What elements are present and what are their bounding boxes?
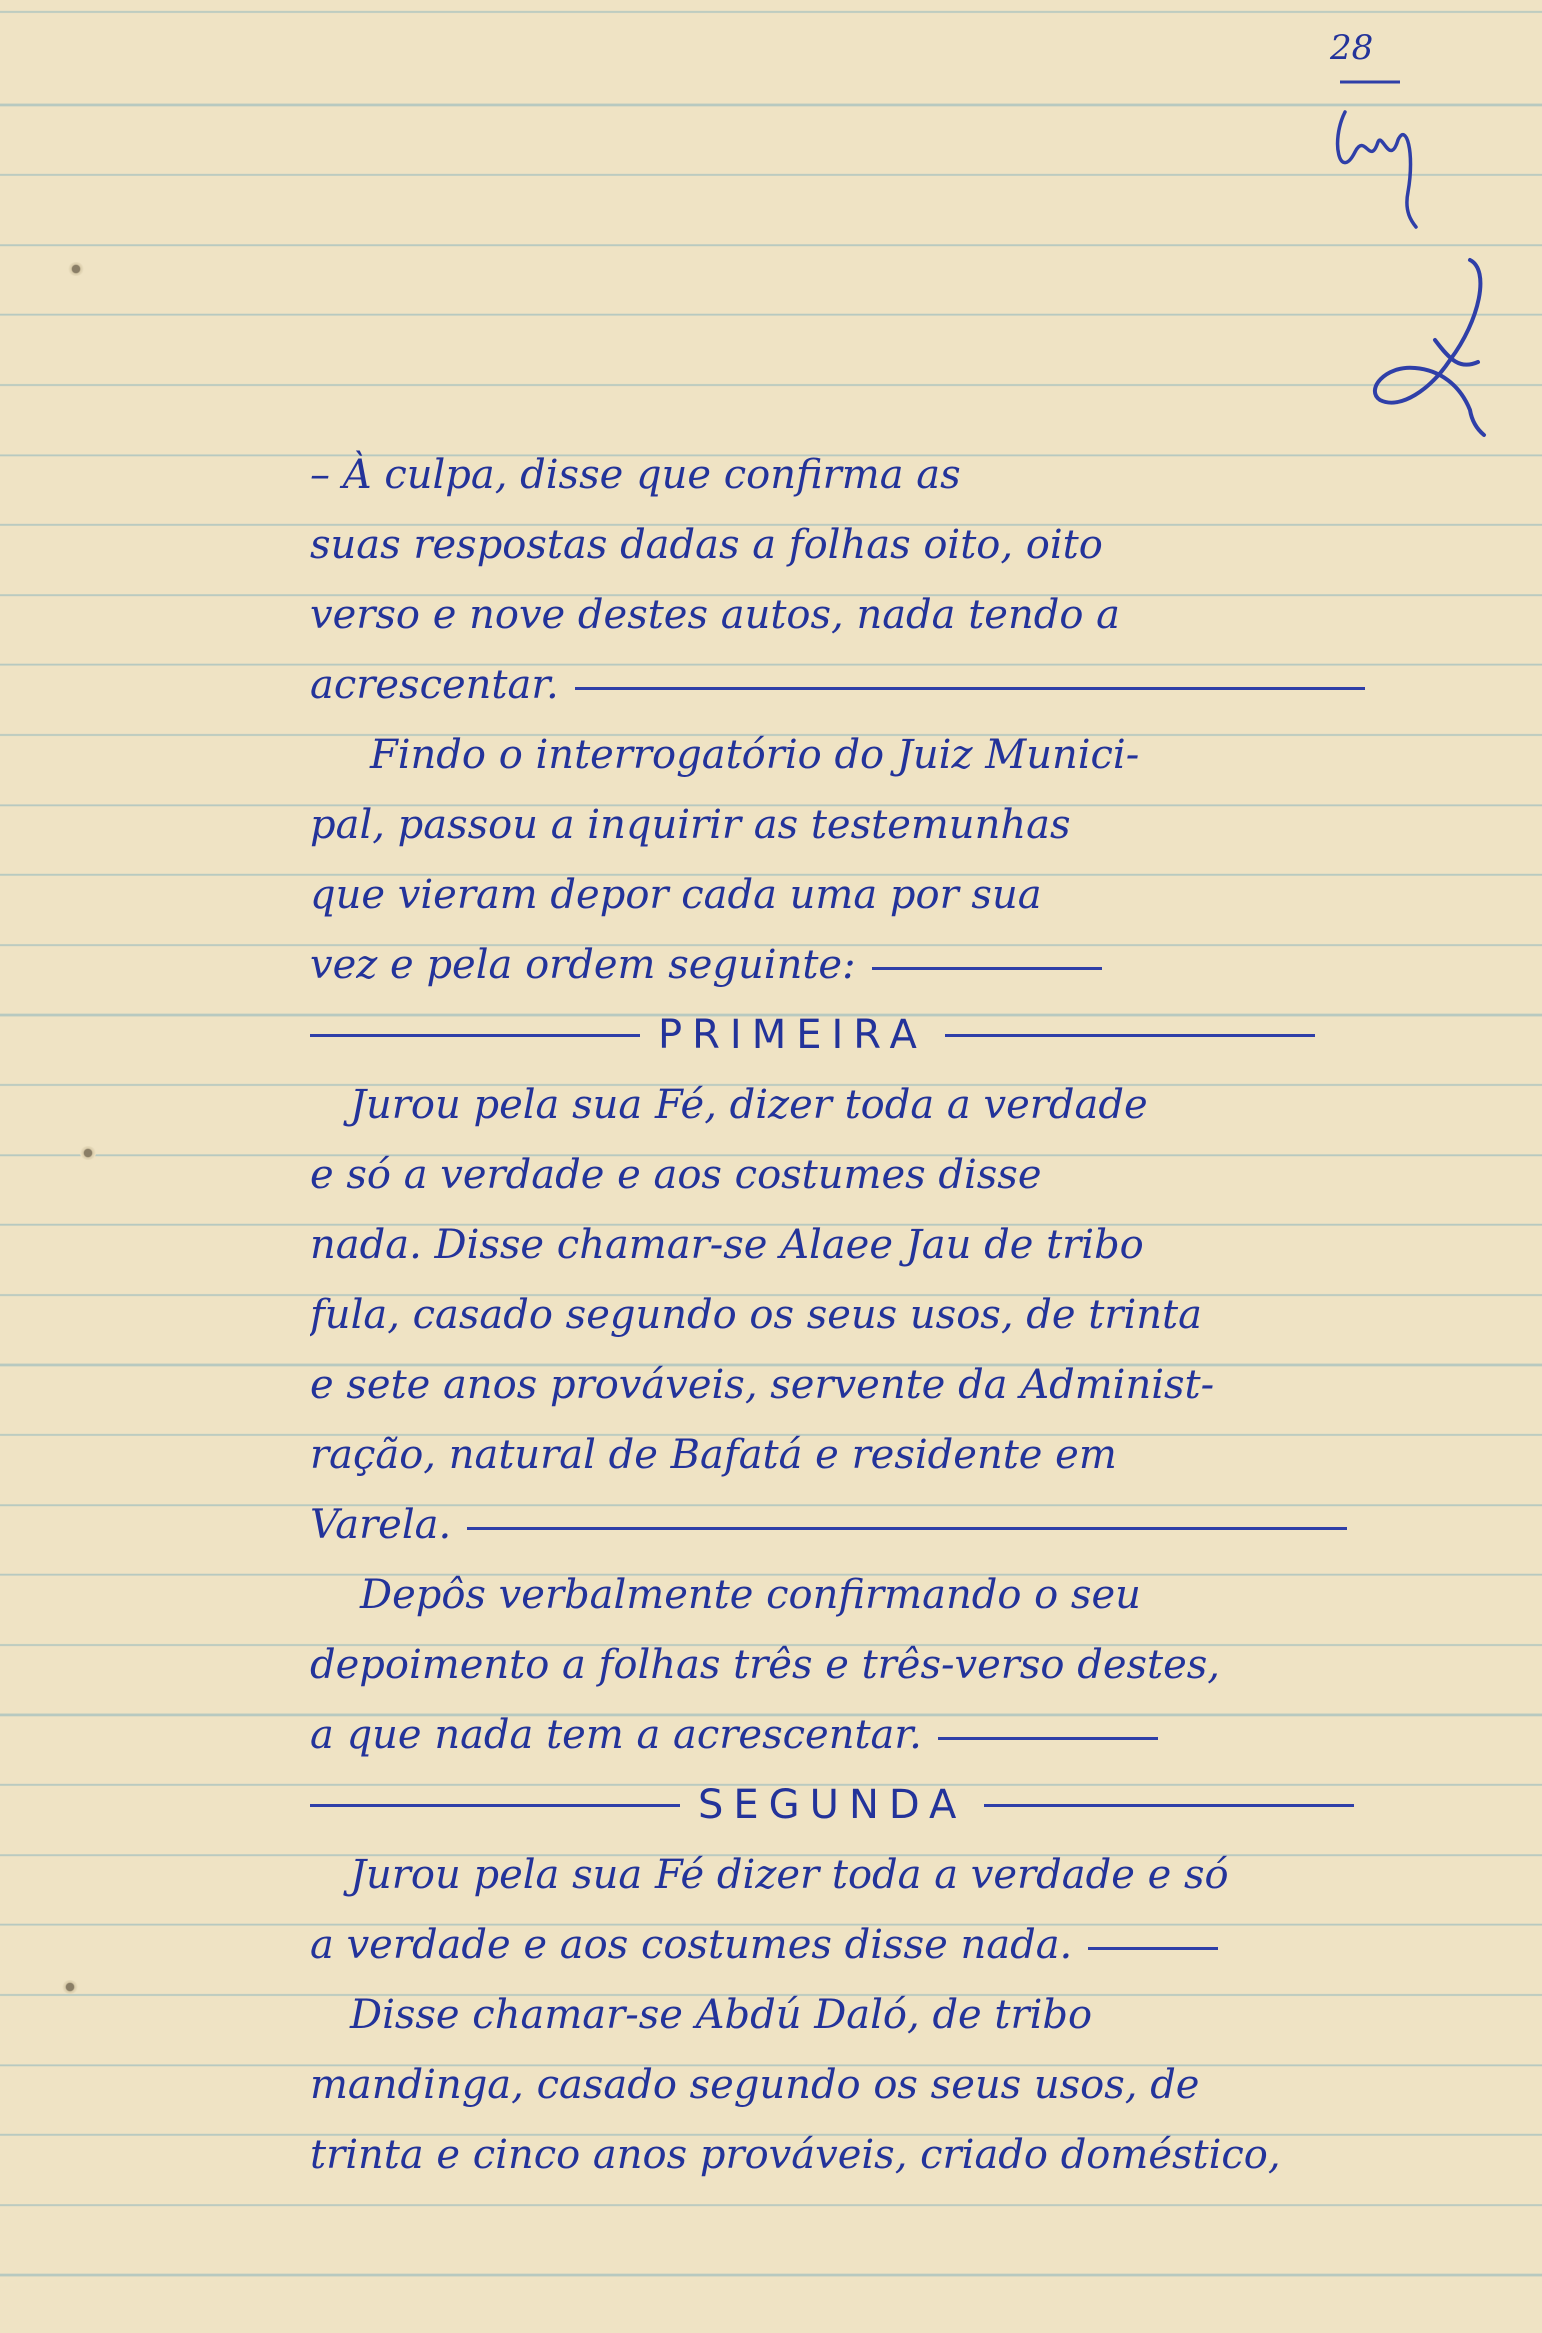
- text-line: vez e pela ordem seguinte:: [310, 942, 856, 988]
- text-line-with-dash: [310, 1910, 1450, 1980]
- text-line: fula, casado segundo os seus usos, de trinta: [310, 1292, 1202, 1338]
- text-line: que vieram depor cada uma por sua: [310, 872, 1042, 918]
- heading-rule-left: [310, 1034, 640, 1037]
- text-line: Disse chamar-se Abdú Daló, de tribo: [350, 1992, 1093, 2038]
- punch-hole: [68, 262, 84, 276]
- text-line-with-dash: [310, 650, 1450, 720]
- witness-heading-second: [310, 1770, 1450, 1840]
- text-line: e só a verdade e aos costumes disse: [310, 1152, 1042, 1198]
- filler-dash: [938, 1737, 1158, 1740]
- filler-dash: [1088, 1947, 1218, 1950]
- filler-dash: [575, 687, 1365, 690]
- text-line: nada. Disse chamar-se Alaee Jau de tribo: [310, 1222, 1144, 1268]
- heading-rule-right: [945, 1034, 1315, 1037]
- margin-initials-signature: [1360, 250, 1500, 440]
- heading-label: SEGUNDA: [698, 1782, 967, 1828]
- heading-label: PRIMEIRA: [658, 1012, 927, 1058]
- text-line: ração, natural de Bafatá e residente em: [310, 1432, 1117, 1478]
- text-line: – À culpa, disse que confirma as: [310, 452, 961, 498]
- filler-dash: [872, 967, 1102, 970]
- text-line: a verdade e aos costumes disse nada.: [310, 1922, 1073, 1968]
- text-line: a que nada tem a acrescentar.: [310, 1712, 922, 1758]
- text-line: trinta e cinco anos prováveis, criado doméstico,: [310, 2132, 1281, 2178]
- text-line: pal, passou a inquirir as testemunhas: [310, 802, 1071, 848]
- folio-rubric-signature: [1320, 72, 1430, 232]
- text-line: Jurou pela sua Fé, dizer toda a verdade: [350, 1082, 1148, 1128]
- handwritten-body: [310, 440, 1450, 2190]
- filler-dash: [467, 1527, 1347, 1530]
- text-line: mandinga, casado segundo os seus usos, de: [310, 2062, 1200, 2108]
- text-line: Varela.: [310, 1502, 452, 1548]
- text-line: Depôs verbalmente confirmando o seu: [360, 1572, 1141, 1618]
- text-line: depoimento a folhas três e três-verso destes,: [310, 1642, 1220, 1688]
- heading-rule-right: [984, 1804, 1354, 1807]
- folio-number: 28: [1330, 28, 1374, 68]
- text-line-with-dash: [310, 1700, 1450, 1770]
- text-line-with-dash: [310, 930, 1450, 1000]
- text-line: verso e nove destes autos, nada tendo a: [310, 592, 1120, 638]
- text-line: e sete anos prováveis, servente da Administ-: [310, 1362, 1215, 1408]
- punch-hole: [80, 1146, 96, 1160]
- text-line: Jurou pela sua Fé dizer toda a verdade e só: [350, 1852, 1229, 1898]
- punch-hole: [62, 1980, 78, 1994]
- heading-rule-left: [310, 1804, 680, 1807]
- witness-heading-first: [310, 1000, 1450, 1070]
- text-line-with-dash: [310, 1490, 1450, 1560]
- text-line: Findo o interrogatório do Juiz Munici-: [370, 732, 1140, 778]
- text-line: suas respostas dadas a folhas oito, oito: [310, 522, 1103, 568]
- text-line: acrescentar.: [310, 662, 559, 708]
